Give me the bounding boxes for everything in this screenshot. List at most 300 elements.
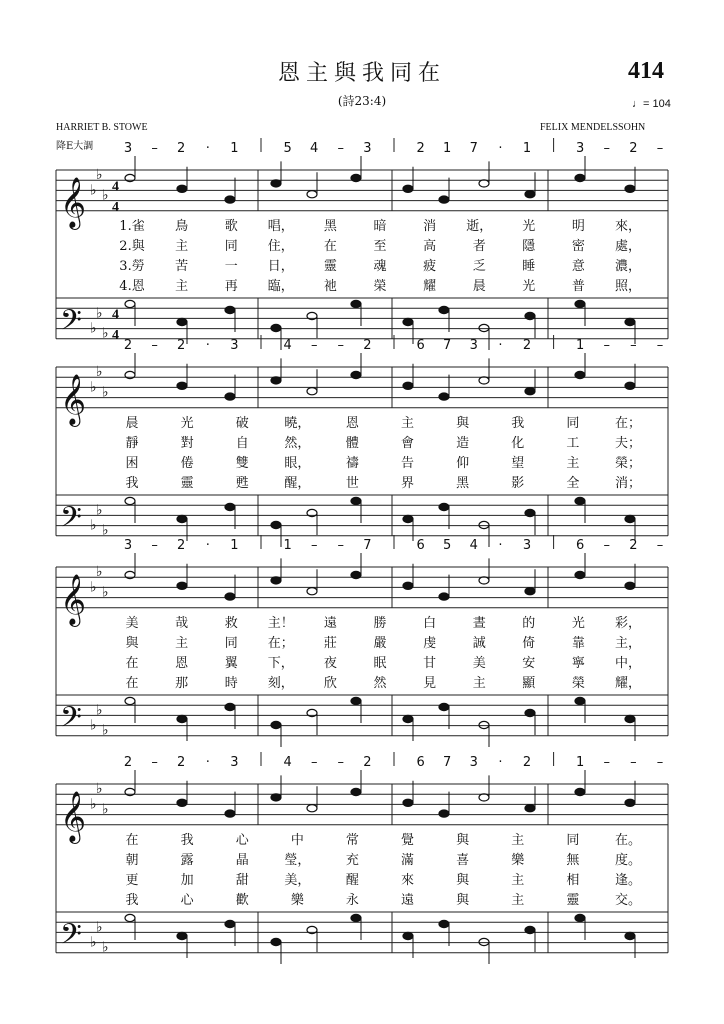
lyric-syllable: 樂 xyxy=(511,853,525,868)
jianpu-note: – xyxy=(310,338,318,353)
treble-notehead xyxy=(479,180,489,187)
lyric-syllable: 光 xyxy=(571,616,585,631)
bass-clef-icon: 𝄢 xyxy=(60,700,82,741)
lyric-syllable: 在 xyxy=(323,239,337,254)
lyric-syllable: 無 xyxy=(566,853,580,868)
treble-notehead xyxy=(271,794,281,801)
treble-notehead xyxy=(403,382,413,389)
treble-notehead xyxy=(351,571,361,578)
jianpu-note: 1 xyxy=(522,141,532,156)
lyric-syllable: 榮； xyxy=(614,456,642,471)
lyric-syllable: 夜 xyxy=(323,656,337,671)
bass-notehead xyxy=(225,306,235,313)
jianpu-note: 3 xyxy=(469,338,478,353)
lyric-syllable: 白 xyxy=(423,616,437,631)
lyric-syllable: 2.與 xyxy=(119,239,145,254)
lyric-syllable: 同 xyxy=(566,416,580,431)
lyric-syllable: 一 xyxy=(224,259,238,274)
lyric-syllable: 主 xyxy=(401,416,415,431)
jianpu-note: 1 xyxy=(576,755,585,770)
bass-clef-icon: 𝄢 xyxy=(60,303,82,344)
lyric-syllable: 在； xyxy=(614,416,642,431)
jianpu-note: 2 xyxy=(177,755,186,770)
jianpu-note: · xyxy=(205,755,210,770)
lyric-syllable: 逝， xyxy=(466,219,493,234)
bass-notehead xyxy=(403,318,413,325)
lyric-syllable: 滿 xyxy=(401,853,415,868)
lyric-syllable: 主 xyxy=(175,279,189,294)
lyric-syllable: 者 xyxy=(472,239,486,254)
lyric-syllable: 晝 xyxy=(472,616,486,631)
bass-notehead xyxy=(439,306,449,313)
treble-notehead xyxy=(403,582,413,589)
jianpu-note: – xyxy=(337,538,345,553)
bass-notehead xyxy=(125,300,135,307)
lyric-syllable: 禱 xyxy=(345,456,359,471)
lyric-syllable: 虔 xyxy=(423,636,437,651)
key-signature-label: 降E大調 xyxy=(56,141,94,152)
bass-notehead xyxy=(177,932,187,939)
jianpu-note: 2 xyxy=(123,338,133,353)
lyric-syllable: 醒 xyxy=(345,873,359,888)
lyric-syllable: 同 xyxy=(566,833,580,848)
jianpu-note: – xyxy=(337,338,345,353)
lyric-syllable: 住， xyxy=(267,239,294,254)
lyric-syllable: 逢。 xyxy=(614,873,642,888)
lyric-syllable: 恩 xyxy=(175,656,189,671)
treble-clef-icon: 𝄞 xyxy=(60,790,87,842)
lyric-syllable: 3.勞 xyxy=(119,259,145,274)
flat-icon: ♭ xyxy=(96,167,103,184)
lyric-syllable: 在 xyxy=(125,833,139,848)
jianpu-note: – xyxy=(603,338,611,353)
jianpu-note: – xyxy=(656,538,664,553)
lyric-syllable: 雙 xyxy=(235,456,249,471)
lyric-syllable: 美 xyxy=(125,616,139,631)
lyric-syllable: 同 xyxy=(224,239,238,254)
treble-notehead xyxy=(351,371,361,378)
lyric-syllable: 來 xyxy=(401,873,415,888)
lyric-syllable: 主 xyxy=(175,239,189,254)
lyric-syllable: 與 xyxy=(456,833,470,848)
flat-icon: ♭ xyxy=(102,584,109,601)
bass-notehead xyxy=(177,715,187,722)
lyric-syllable: 哉 xyxy=(175,616,189,631)
treble-notehead xyxy=(403,799,413,806)
lyric-syllable: 見 xyxy=(423,676,437,691)
jianpu-note: 2 xyxy=(363,755,372,770)
jianpu-note: 3 xyxy=(230,338,239,353)
treble-notehead xyxy=(625,382,635,389)
lyric-syllable: 晶 xyxy=(235,853,249,868)
lyric-syllable: 時 xyxy=(224,676,238,691)
flat-icon: ♭ xyxy=(102,939,109,956)
lyric-syllable: 眠 xyxy=(373,656,387,671)
lyric-syllable: 榮 xyxy=(571,676,585,691)
lyric-syllable: 常 xyxy=(345,833,359,848)
treble-notehead xyxy=(575,788,585,795)
lyric-syllable: 同 xyxy=(224,636,238,651)
lyric-syllable: 普 xyxy=(571,279,585,294)
lyric-syllable: 晨 xyxy=(472,279,486,294)
bass-notehead xyxy=(125,697,135,704)
lyric-syllable: 樂 xyxy=(290,893,304,908)
jianpu-note: – xyxy=(656,755,664,770)
jianpu-note: 6 xyxy=(576,538,585,553)
bass-notehead xyxy=(125,914,135,921)
jianpu-note: 1 xyxy=(283,538,292,553)
jianpu-note: – xyxy=(630,338,637,353)
bass-notehead xyxy=(271,938,281,945)
lyric-syllable: 倦 xyxy=(180,456,194,471)
lyric-syllable: 仰 xyxy=(456,456,470,471)
lyric-syllable: 光 xyxy=(180,416,194,431)
lyric-syllable: 永 xyxy=(345,893,359,908)
flat-icon: ♭ xyxy=(90,182,97,199)
flat-icon: ♭ xyxy=(90,379,97,396)
flat-icon: ♭ xyxy=(96,364,103,381)
bass-notehead xyxy=(525,312,535,319)
treble-notehead xyxy=(575,371,585,378)
lyric-syllable: 我 xyxy=(125,893,139,908)
lyric-syllable: 眼， xyxy=(284,456,311,471)
treble-notehead xyxy=(307,388,317,395)
jianpu-note: · xyxy=(498,141,503,156)
lyric-syllable: 密 xyxy=(571,239,585,254)
jianpu-note: · xyxy=(498,338,503,353)
hymn-number: 414 xyxy=(628,58,664,84)
jianpu-note: – xyxy=(337,141,345,156)
jianpu-note: 2 xyxy=(629,141,638,156)
flat-icon: ♭ xyxy=(96,919,103,936)
lyric-syllable: 唱， xyxy=(267,219,294,234)
treble-notehead xyxy=(403,185,413,192)
lyric-syllable: 美 xyxy=(472,656,486,671)
lyric-syllable: 顯 xyxy=(522,676,536,691)
jianpu-note: 5 xyxy=(283,141,292,156)
lyric-syllable: 安 xyxy=(522,656,536,671)
jianpu-note: 4 xyxy=(469,538,478,553)
lyric-syllable: 與 xyxy=(125,636,139,651)
lyric-syllable: 莊 xyxy=(323,636,337,651)
treble-notehead xyxy=(575,571,585,578)
lyric-syllable: 至 xyxy=(373,239,387,254)
bass-notehead xyxy=(479,721,489,728)
lyric-syllable: 耀 xyxy=(423,279,437,294)
lyricist-credit: HARRIET B. STOWE xyxy=(56,122,148,133)
treble-notehead xyxy=(439,593,449,600)
treble-notehead xyxy=(307,588,317,595)
bass-notehead xyxy=(575,697,585,704)
bass-notehead xyxy=(403,715,413,722)
lyric-syllable: 倚 xyxy=(522,636,536,651)
lyric-syllable: 工 xyxy=(566,436,580,451)
flat-icon: ♭ xyxy=(96,564,103,581)
lyric-syllable: 困 xyxy=(125,456,139,471)
lyric-syllable: 遠 xyxy=(401,893,415,908)
treble-notehead xyxy=(177,582,187,589)
flat-icon: ♭ xyxy=(102,187,109,204)
flat-icon: ♭ xyxy=(102,384,109,401)
treble-notehead xyxy=(225,810,235,817)
lyric-syllable: 主， xyxy=(614,636,642,651)
lyric-syllable: 那 xyxy=(175,676,189,691)
treble-notehead xyxy=(575,174,585,181)
treble-clef-icon: 𝄞 xyxy=(60,373,87,425)
lyric-syllable: 中， xyxy=(614,656,642,671)
treble-notehead xyxy=(225,196,235,203)
bass-notehead xyxy=(625,515,635,522)
lyric-syllable: 瑩， xyxy=(284,853,311,868)
lyric-syllable: 隱 xyxy=(522,239,536,254)
treble-notehead xyxy=(177,382,187,389)
bass-notehead xyxy=(625,318,635,325)
lyric-syllable: 救 xyxy=(224,616,238,631)
time-signature-bottom: 4 xyxy=(112,327,119,343)
lyric-syllable: 歡 xyxy=(235,893,249,908)
jianpu-note: – xyxy=(656,141,664,156)
bass-notehead xyxy=(271,521,281,528)
lyric-syllable: 喜 xyxy=(456,853,470,868)
lyric-syllable: 的 xyxy=(522,616,536,631)
bass-notehead xyxy=(177,515,187,522)
jianpu-note: · xyxy=(205,141,210,156)
lyric-syllable: 照， xyxy=(614,279,642,294)
jianpu-note: 3 xyxy=(522,538,532,553)
lyric-syllable: 加 xyxy=(180,873,194,888)
lyric-syllable: 在 xyxy=(125,656,139,671)
jianpu-note: – xyxy=(151,755,158,770)
treble-notehead xyxy=(625,582,635,589)
treble-notehead xyxy=(351,174,361,181)
treble-notehead xyxy=(177,799,187,806)
lyric-syllable: 黑 xyxy=(456,476,470,491)
jianpu-note: 3 xyxy=(230,755,239,770)
lyric-syllable: 世 xyxy=(345,476,359,491)
lyric-syllable: 甘 xyxy=(423,656,437,671)
flat-icon: ♭ xyxy=(102,801,109,818)
lyric-syllable: 睡 xyxy=(522,259,536,274)
lyric-syllable: 主 xyxy=(175,636,189,651)
treble-notehead xyxy=(525,388,535,395)
flat-icon: ♭ xyxy=(90,796,97,813)
lyric-syllable: 朝 xyxy=(125,853,139,868)
jianpu-note: – xyxy=(630,755,637,770)
lyric-syllable: 靈 xyxy=(180,476,194,491)
lyric-syllable: 度。 xyxy=(614,853,642,868)
time-signature-top: 4 xyxy=(112,179,119,195)
lyric-syllable: 暗 xyxy=(373,219,387,234)
lyric-syllable: 靠 xyxy=(571,636,585,651)
jianpu-note: 4 xyxy=(283,338,292,353)
lyric-syllable: 寧 xyxy=(571,656,585,671)
jianpu-note: 1 xyxy=(230,141,239,156)
lyric-syllable: 意 xyxy=(571,259,585,274)
lyric-syllable: 再 xyxy=(224,279,238,294)
jianpu-note: 2 xyxy=(629,538,638,553)
bass-notehead xyxy=(479,324,489,331)
tempo-marking: ♩= 104 xyxy=(632,98,671,110)
jianpu-note: 3 xyxy=(576,141,585,156)
lyric-syllable: 遠 xyxy=(323,616,337,631)
lyric-syllable: 心 xyxy=(235,833,249,848)
jianpu-note: 1 xyxy=(576,338,585,353)
lyric-syllable: 勝 xyxy=(373,616,387,631)
lyric-syllable: 醒， xyxy=(284,476,311,491)
time-signature-top: 4 xyxy=(112,307,119,323)
bass-notehead xyxy=(351,914,361,921)
lyric-syllable: 祂 xyxy=(323,279,337,294)
bass-clef-icon: 𝄢 xyxy=(60,500,82,541)
treble-notehead xyxy=(439,810,449,817)
lyric-syllable: 刻， xyxy=(267,676,294,691)
lyric-syllable: 露 xyxy=(180,853,194,868)
bass-notehead xyxy=(625,932,635,939)
bass-notehead xyxy=(351,497,361,504)
treble-notehead xyxy=(525,191,535,198)
lyric-syllable: 甜 xyxy=(235,873,249,888)
lyric-syllable: 日， xyxy=(267,259,294,274)
flat-icon: ♭ xyxy=(90,717,97,734)
lyric-syllable: 下， xyxy=(267,656,294,671)
lyric-syllable: 影 xyxy=(511,476,525,491)
lyric-syllable: 夫； xyxy=(614,436,642,451)
bass-notehead xyxy=(479,938,489,945)
bass-notehead xyxy=(225,920,235,927)
lyric-syllable: 主 xyxy=(566,456,580,471)
lyric-syllable: 欣 xyxy=(323,676,337,691)
time-signature-bottom: 4 xyxy=(112,199,119,215)
lyric-syllable: 然， xyxy=(284,436,311,451)
jianpu-note: – xyxy=(337,755,345,770)
lyric-syllable: 高 xyxy=(423,239,437,254)
jianpu-note: – xyxy=(603,141,611,156)
lyric-syllable: 靈 xyxy=(566,893,580,908)
lyric-syllable: 來， xyxy=(614,219,642,234)
jianpu-note: 7 xyxy=(443,338,452,353)
lyric-syllable: 更 xyxy=(125,873,139,888)
treble-notehead xyxy=(271,377,281,384)
treble-notehead xyxy=(439,393,449,400)
bass-notehead xyxy=(525,709,535,716)
lyric-syllable: 明 xyxy=(571,219,585,234)
bass-notehead xyxy=(575,300,585,307)
lyric-syllable: 處， xyxy=(614,239,642,254)
bass-notehead xyxy=(271,721,281,728)
lyric-syllable: 主 xyxy=(511,893,525,908)
flat-icon: ♭ xyxy=(102,722,109,739)
lyric-syllable: 4.恩 xyxy=(119,279,145,294)
jianpu-note: 2 xyxy=(177,141,186,156)
bass-clef-icon: 𝄢 xyxy=(60,917,82,958)
treble-notehead xyxy=(625,185,635,192)
lyric-syllable: 然 xyxy=(373,676,387,691)
jianpu-note: 1 xyxy=(443,141,452,156)
flat-icon: ♭ xyxy=(90,934,97,951)
lyric-syllable: 濃， xyxy=(614,259,642,274)
lyric-syllable: 嚴 xyxy=(373,636,387,651)
lyric-syllable: 我 xyxy=(511,416,525,431)
lyric-syllable: 魂 xyxy=(373,259,387,274)
flat-icon: ♭ xyxy=(90,517,97,534)
lyric-syllable: 心 xyxy=(180,893,194,908)
bass-notehead xyxy=(525,926,535,933)
lyric-syllable: 臨， xyxy=(267,279,294,294)
lyric-syllable: 體 xyxy=(345,436,359,451)
lyric-syllable: 覺 xyxy=(401,833,415,848)
lyric-syllable: 告 xyxy=(401,456,415,471)
bass-notehead xyxy=(575,497,585,504)
jianpu-note: · xyxy=(205,538,210,553)
lyric-syllable: 美， xyxy=(284,873,311,888)
bass-notehead xyxy=(351,300,361,307)
treble-notehead xyxy=(307,191,317,198)
lyric-syllable: 界 xyxy=(401,476,415,491)
treble-notehead xyxy=(479,377,489,384)
lyric-syllable: 破 xyxy=(235,416,249,431)
bass-notehead xyxy=(439,703,449,710)
lyric-syllable: 化 xyxy=(511,436,525,451)
scripture-reference: (詩23:4) xyxy=(337,94,387,108)
hymn-title: 恩主與我同在 xyxy=(277,61,446,86)
flat-icon: ♭ xyxy=(96,702,103,719)
jianpu-note: 2 xyxy=(123,755,133,770)
jianpu-note: – xyxy=(603,538,611,553)
lyric-syllable: 我 xyxy=(125,476,139,491)
lyric-syllable: 榮 xyxy=(373,279,387,294)
lyric-syllable: 主 xyxy=(472,676,486,691)
jianpu-note: – xyxy=(151,141,158,156)
lyric-syllable: 疲 xyxy=(423,259,437,274)
jianpu-note: 2 xyxy=(363,338,372,353)
jianpu-note: 4 xyxy=(310,141,319,156)
lyric-syllable: 相 xyxy=(566,873,580,888)
jianpu-note: 5 xyxy=(443,538,452,553)
jianpu-note: – xyxy=(310,538,318,553)
treble-notehead xyxy=(525,588,535,595)
lyric-syllable: 對 xyxy=(180,436,194,451)
lyric-syllable: 主 xyxy=(511,833,525,848)
bass-notehead xyxy=(403,515,413,522)
lyric-syllable: 全 xyxy=(566,476,580,491)
treble-notehead xyxy=(625,799,635,806)
lyric-syllable: 主 xyxy=(511,873,525,888)
lyric-syllable: 會 xyxy=(401,436,415,451)
bass-notehead xyxy=(525,509,535,516)
treble-notehead xyxy=(271,577,281,584)
jianpu-note: 3 xyxy=(469,755,478,770)
lyric-syllable: 靜 xyxy=(125,436,139,451)
lyric-syllable: 甦 xyxy=(235,476,249,491)
treble-notehead xyxy=(177,185,187,192)
lyric-syllable: 誠 xyxy=(472,636,486,651)
treble-clef-icon: 𝄞 xyxy=(60,573,87,625)
flat-icon: ♭ xyxy=(96,781,103,798)
jianpu-note: 2 xyxy=(416,141,425,156)
jianpu-note: – xyxy=(310,755,318,770)
lyric-syllable: 造 xyxy=(456,436,470,451)
treble-notehead xyxy=(307,805,317,812)
flat-icon: ♭ xyxy=(90,579,97,596)
bass-notehead xyxy=(439,920,449,927)
jianpu-note: 2 xyxy=(177,538,186,553)
lyric-syllable: 交。 xyxy=(614,893,642,908)
jianpu-note: 2 xyxy=(177,338,186,353)
bass-notehead xyxy=(479,521,489,528)
bass-notehead xyxy=(351,697,361,704)
lyric-syllable: 自 xyxy=(235,436,249,451)
lyric-syllable: 光 xyxy=(522,279,536,294)
